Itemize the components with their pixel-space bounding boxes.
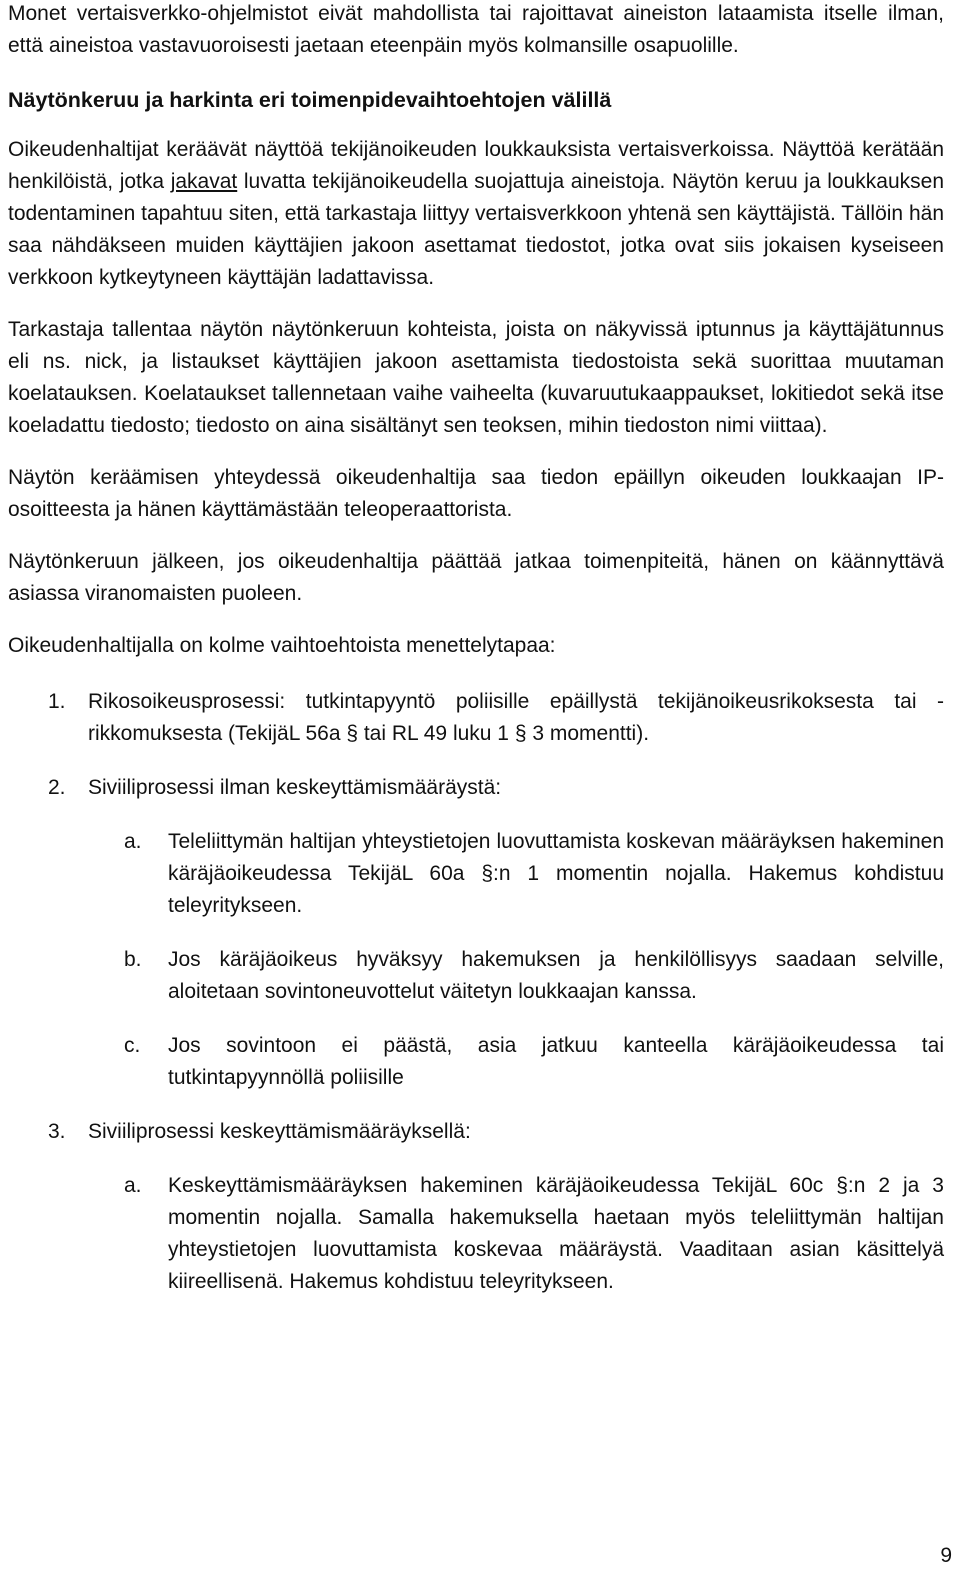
- sub-list-marker: a.: [124, 1174, 142, 1197]
- list-item-text: Siviiliprosessi ilman keskeyttämismääräystä:: [88, 776, 502, 799]
- paragraph-text-before-link: Oikeudenhaltijat keräävät näyttöä tekijänoikeuden loukkauksista vertaisverkoissa. Näyttöä kerätään henkilöistä, jotka: [8, 138, 944, 193]
- page-number: 9: [940, 1544, 952, 1567]
- list-item: [8, 1116, 944, 1148]
- underlined-word: jakavat: [170, 170, 238, 193]
- sub-list-marker: c.: [124, 1034, 141, 1057]
- sub-list: [8, 1170, 944, 1298]
- list-marker: 1.: [48, 690, 66, 713]
- intro-paragraph: Monet vertaisverkko-ohjelmistot eivät mahdollista tai rajoittavat aineiston lataamista itselle ilman, että aineistoa vastavuoroisesti jaetaan eteenpäin myös kolmansille osapuolille.: [8, 2, 944, 57]
- paragraph-evidence-collection: [8, 134, 944, 294]
- sub-list-item-text: Jos käräjäoikeus hyväksyy hakemuksen ja henkilöllisyys saadaan selville, aloitetaan sovintoneuvottelut väitetyn loukkaajan kanssa.: [168, 948, 944, 1003]
- sub-list-marker: a.: [124, 830, 142, 853]
- section-heading: Näytönkeruu ja harkinta eri toimenpidevaihtoehtojen välillä: [8, 88, 612, 112]
- sub-list-item: [8, 826, 944, 922]
- paragraph-ip-address: Näytön keräämisen yhteydessä oikeudenhaltija saa tiedon epäillyn oikeuden loukkaajan IP-osoitteesta ja hänen käyttämästään teleoperaattorista.: [8, 466, 944, 521]
- paragraph-text-after-link: luvatta tekijänoikeudella suojattuja aineistoja. Näytön keruu ja loukkauksen todentaminen tapahtuu siten, että tarkastaja liittyy vertaisverkkoon yhtenä sen käyttäjistä. Tällöin hän saa nähdäkseen muiden käyttäjien jakoon asettamat tiedostot, jotka ovat siis jokaisen kyseiseen verkkoon kytkeytyneen käyttäjän ladattavissa.: [8, 170, 945, 289]
- sub-list: [8, 826, 944, 1094]
- document-page: [8, 0, 944, 1298]
- paragraph-authorities: Näytönkeruun jälkeen, jos oikeudenhaltija päättää jatkaa toimenpiteitä, hänen on käännyttävä asiassa viranomaisten puoleen.: [8, 550, 944, 605]
- list-marker: 2.: [48, 776, 66, 799]
- paragraph-inspector: Tarkastaja tallentaa näytön näytönkeruun kohteista, joista on näkyvissä iptunnus ja käyttäjätunnus eli ns. nick, ja listaukset käyttäjien jakoon asettamista tiedostoista sekä suorittaa muutaman koelatauksen. Koelataukset tallennetaan vaihe vaiheelta (kuvaruutukaappaukset, lokitiedot sekä itse koeladattu tiedosto; tiedosto on aina sisältänyt sen teoksen, mihin tiedoston nimi viittaa).: [8, 318, 944, 437]
- sub-list-item-text: Keskeyttämismääräyksen hakeminen käräjäoikeudessa TekijäL 60c §:n 2 ja 3 momentin nojalla. Samalla hakemuksella haetaan myös teleliittymän haltijan yhteystietojen luovuttamista koskevaa määräystä. Vaaditaan asian käsittelyä kiireellisenä. Hakemus kohdistuu teleyritykseen.: [168, 1174, 944, 1293]
- list-item: [8, 772, 944, 804]
- sub-list-item: [8, 1030, 944, 1094]
- list-item-text: Rikosoikeusprosessi: tutkintapyyntö poliisille epäillystä tekijänoikeusrikoksesta tai -rikkomuksesta (TekijäL 56a § tai RL 49 luku 1 § 3 momentti).: [88, 690, 944, 745]
- list-item-text: Siviiliprosessi keskeyttämismääräyksellä:: [88, 1120, 471, 1143]
- paragraph-options-intro: Oikeudenhaltijalla on kolme vaihtoehtoista menettelytapaa:: [8, 634, 556, 657]
- sub-list-item: [8, 944, 944, 1008]
- list-marker: 3.: [48, 1120, 66, 1143]
- sub-list-marker: b.: [124, 948, 142, 971]
- procedure-list: [8, 686, 944, 1298]
- sub-list-item: [8, 1170, 944, 1298]
- list-item: [8, 686, 944, 750]
- sub-list-item-text: Teleliittymän haltijan yhteystietojen luovuttamista koskevan määräyksen hakeminen käräjäoikeudessa TekijäL 60a §:n 1 momentin nojalla. Hakemus kohdistuu teleyritykseen.: [168, 830, 944, 917]
- sub-list-item-text: Jos sovintoon ei päästä, asia jatkuu kanteella käräjäoikeudessa tai tutkintapyynnöllä poliisille: [168, 1034, 944, 1089]
